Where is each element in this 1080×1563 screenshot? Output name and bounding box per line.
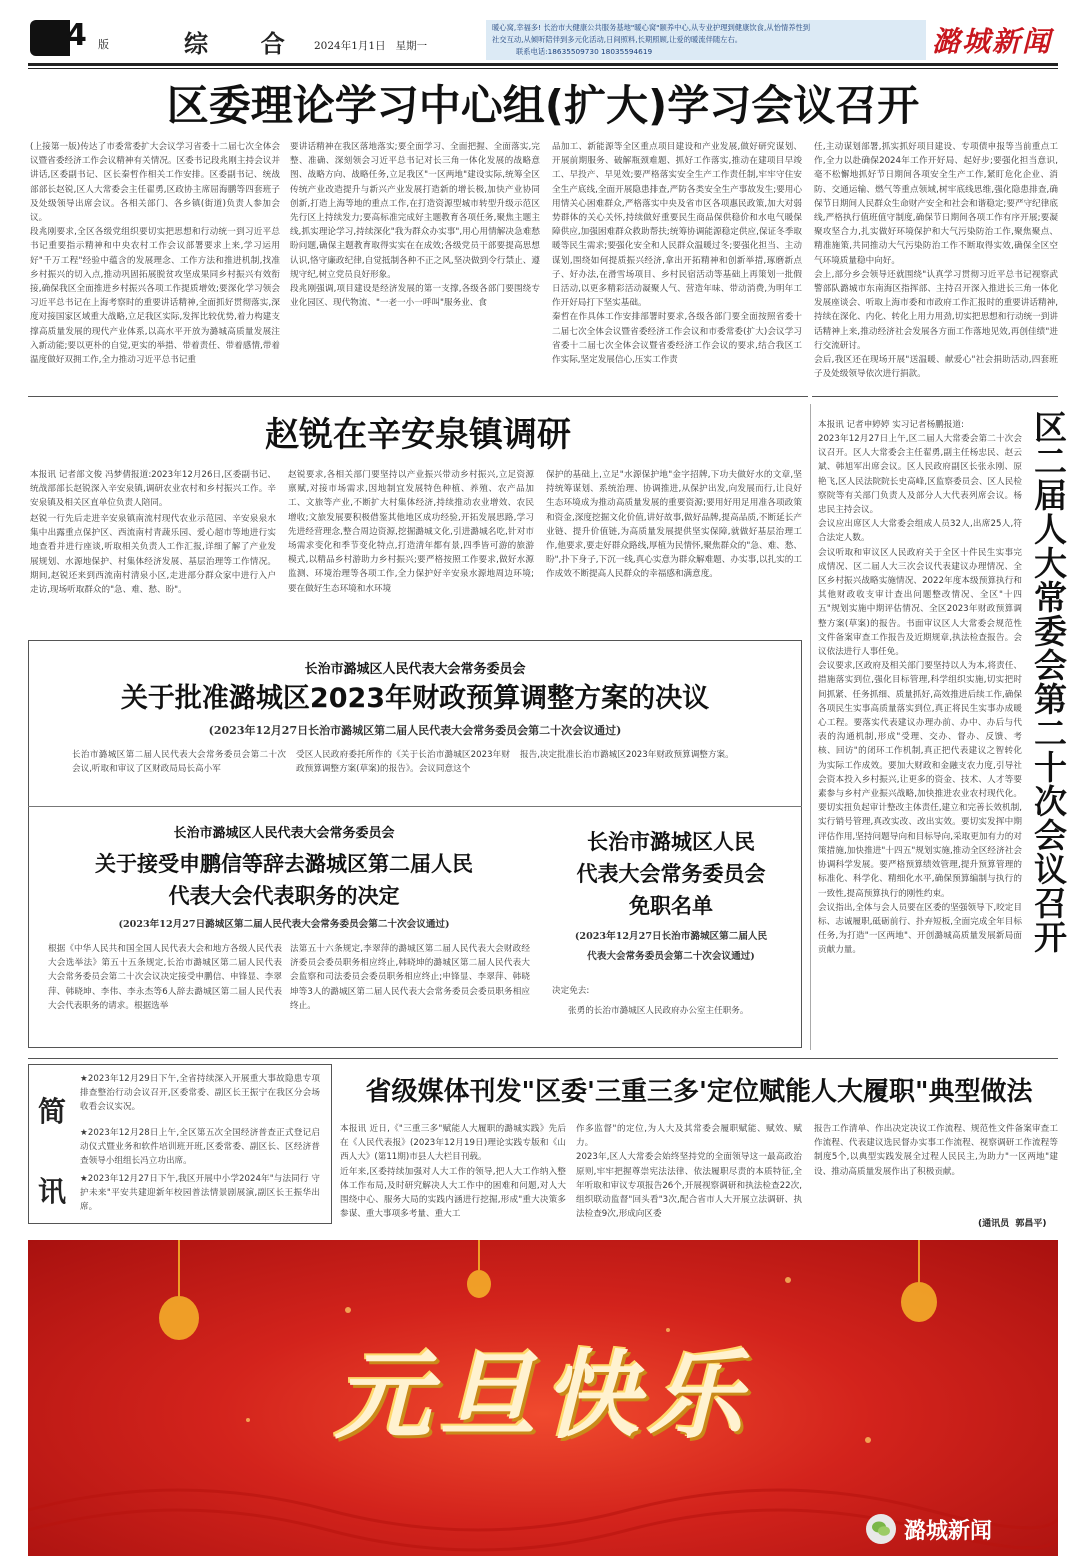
article1-col2: 要讲话精神在我区落地落实;要全面学习、全面把握、全面落实,完整、准确、深刻领会习近平总书记对长三角一体化发展的战略意图、战略方向、战略任务,立足我区"一区两地"建设实际,统筹全区传统产业改造提升与新兴产业发展打造新的增长极,加快产业协同创新,打造上海等地的重点工作,在打造资源型城市转型升级示范区先行区上持续发力;要高标准完成好主题教育各项任务,聚焦主题主线,抓实理论学习,持续深化"我为群众办实事",用心用情解决急难愁盼问题,确保主题教育取得实实在在成效;各级党员干部要提高思想认识,恪守廉政纪律,自觉抵制各种不正之风,坚决做到令行禁止、遵规守纪,树立党员良好形象。 段兆刚强调,项目建设是经济发展的第一支撑,各级各部门要围绕专业化园区、现代物流、"一老一小一呼叫"服务业、食	[290, 142, 540, 309]
brief-item: ★2023年12月29日下午,全省持续深入开展重大事故隐患专项排查整治行动会议召开,区委常委、副区长王振宁在我区分会场收看会议实况。	[80, 1074, 320, 1113]
article1-headline: 区委理论学习中心组(扩大)学习会议召开	[166, 81, 920, 130]
brief-title-1: 简	[38, 1095, 67, 1128]
article1-col1: (上接第一版)传达了市委常委扩大会议学习省委十二届七次全体会议暨省委经济工作会议精神有关情况。区委书记段兆刚主持会议并讲话,区委副书记、区长秦哲作相关工作安排。区委副书记、统战部部长赵锐,区人大常委会主任翟勇,区政协主席屈海鹏等四套班子及处级领导出席会议。各相关部门、各乡镇(街道)负责人参加会议。 段兆刚要求,全区各级党组织要切实把思想和行动统一到习近平总书记重要指示精神和中央农村工作会议部署要求上来,学习运用好"千万工程"经验中蕴含的发展理念、工作方法和推进机制,找准乡村振兴的切入点,推动巩固拓展脱贫攻坚成果同乡村振兴有效衔接,确保我区全面推进乡村振兴各项工作提质增效;要深化学习领会习近平总书记在上海考察时的重要讲话精神,全面抓好贯彻落实,深度对接国家区域重大战略,立足我区实际,发挥比较优势,着力构建支撑高质量发展的现代产业体系,以高水平开放为潞城高质量发展注入新动能;要以更朴的自觉,更实的举措、带着责任、带着感情,带着温度做好双拥工作,全力推动习近平总书记重	[30, 142, 280, 366]
article1-col3: 品加工、新能源等全区重点项目建设和产业发展,做好研究谋划、开展前期服务、破解瓶颈难题、抓好工作落实,推动在建项目早竣工、早投产、早见效;要严格落实安全生产工作责任制,牢牢守住安全生产底线,全面开展隐患排查,严防各类安全生产事故发生;要用心用情关心困难群众,严格落实中央及省市区各项惠民政策,加大对弱势群体的关心关怀,持续做好重要民生商品保供稳价和水电气暖保障供应,加强困难群众救助帮扶;统筹协调能源稳定供应,保证冬季取暖等民生需求;要强化安全和人民群众温暖过冬;要强化担当、主动谋划,围绕如何提质振兴经济,拿出开拓精神和创新举措,琢磨新点子、好办法,在滑雪场项目、乡村民宿活动等基础上再策划一批假日活动,以更多精彩活动凝聚人气、营造年味、带动消费,为明年工作开好局打下坚实基础。 秦哲在作具体工作安排部署时要求,各级各部门要全面按照省委十二届七次全体会议暨省委经济工作会议和市委常委(扩大)会议学习省委十二届七次全体会议暨省委经济工作会议的要求,结合我区工作实际,坚定发展信心,压实工作责	[552, 142, 802, 366]
new-year-banner	[28, 1240, 1058, 1556]
ad-text-1: 暖心窝,幸福多! 长治市大健康公共服务基地"暖心窝"颐养中心,从专业护理到健康饮食,从怡情养性到	[492, 23, 811, 32]
article7-col3: 报告工作清单、作出决定决议工作流程、规范性文件备案审查工作流程、代表建议选民督办实事工作流程、视察调研工作流程等制度5个,以典型实践发展全过程人民民主,为助力"一区两地"建设、推动高质量发展作出了积极贡献。	[814, 1124, 1058, 1177]
ad-text-2: 社交互动,从倾听陪伴到多元化活动,日间照料,长期照顾,让爱的暖流伴随左右。	[492, 35, 743, 44]
article5-headline-1: 长治市潞城区人民	[587, 830, 755, 854]
issue-date: 2024年1月1日 星期一	[314, 40, 428, 52]
brief-title-2: 讯	[38, 1175, 67, 1208]
article4-headline-2: 代表大会代表职务的决定	[168, 884, 400, 908]
article7-credit: (通讯员 郭昌平)	[978, 1219, 1047, 1229]
article3-headline: 关于批准潞城区2023年财政预算调整方案的决议	[120, 683, 710, 714]
article7-col2: 作多监督"的定位,为人大及其常委会履职赋能、赋效、赋力。 2023年,区人大常委会始终坚持党的全面领导这一最高政治原则,牢牢把握尊崇宪法法律、依法履职尽责的本质特征,全年听取和审议专项报告26个,开展视察调研和执法检查22次,组织联动监督"回头看"3次,配合省市人大开展立法调研、执法检查9次,形成向区委	[576, 1124, 802, 1220]
article3-subtitle: (2023年12月27日长治市潞城区第二届人民代表大会常务委员会第二十次会议通过)	[208, 724, 622, 737]
divider	[28, 396, 808, 397]
article5-decision-label: 决定免去:	[552, 986, 590, 996]
article2-headline: 赵锐在辛安泉镇调研	[265, 415, 571, 455]
article2-col3: 保护的基础上,立足"水源保护地"金字招牌,下功夫做好水的文章,坚持统筹谋划、系统治理、协调推进,从保护出发,向发展而行,让良好生态环境成为推动高质量发展的重要资源;要用好用足用准各项政策和资金,深度挖掘文化价值,讲好故事,做好品牌,提高品质,不断延长产业链、提升价值链,为高质量发展提供坚实保障,就做好基层治理工作,他要求,要走好群众路线,厚植为民情怀,聚焦群众的"急、难、愁、盼",扑下身子,下沉一线,真心实意为群众解难题、办实事,以扎实的工作成效不断提高人民群众的幸福感和满意度。	[546, 470, 802, 580]
ad-contact: 联系电话:18635509730 18035594619	[516, 47, 653, 56]
article5-headline-3: 免职名单	[629, 894, 713, 918]
article2-byline: 本报讯 记者部文俊 冯梦倩报道:2023年12月26日,区委副书记、统战部部长赵锐深入辛安泉镇,调研农业农村和乡村振兴工作。辛安泉镇及相关区直单位负责人陪同。	[30, 470, 276, 509]
article3-issuer: 长治市潞城区人民代表大会常务委员会	[304, 662, 526, 677]
article2-col1: 赵锐一行先后走进辛安泉镇南流村现代农业示范园、辛安泉泉水集中出露重点保护区、西流南村青蔬乐园、爱心超市等地进行实地查看并进行座谈,听取相关负责人工作汇报,详细了解了产业发展规划、水源地保护、村集体经济发展、基层治理等工作情况。期间,赵锐还来到西流南村清泉小区,走进部分群众家中进行入户走访,现场听取群众的"急、难、愁、盼"。	[30, 514, 276, 596]
section-name: 综 合	[184, 29, 297, 58]
divider-vertical	[810, 404, 811, 1050]
page-number-text: 4	[66, 18, 87, 53]
article5-subtitle-1: (2023年12月27日长治市潞城区第二届人民	[574, 931, 768, 942]
article3-col2: 受区人民政府委托所作的《关于长治市潞城区2023年财政预算调整方案(草案)的报告》。会议同意这个	[296, 750, 510, 775]
article4-col1: 根据《中华人民共和国全国人民代表大会和地方各级人民代表大会选举法》第五十五条规定,长治市潞城区第二届人民代表大会常务委员会第二十次会议决定接受申鹏信、申锋显、李翠萍、韩晓坤、李伟、李永杰等6人辞去潞城区第二届人民代表大会代表职务的请求。根据选举	[48, 944, 282, 1011]
masthead-rule-thin	[28, 68, 1058, 69]
article7-headline: 省级媒体刊发"区委'三重三多'定位赋能人大履职"典型做法	[365, 1077, 1033, 1107]
paper-name-logo: 潞城新闻	[932, 25, 1053, 58]
masthead	[28, 18, 1058, 64]
banner-greeting: 元旦快乐	[335, 1339, 751, 1452]
brief-item: ★2023年12月27日下午,我区开展中小学2024年"与法同行 守护未来"平安共建迎新年校园普法情景剧展演,副区长王振华出席。	[80, 1174, 320, 1213]
ad-box	[486, 20, 926, 60]
watermark-bar	[866, 1512, 1046, 1546]
article4-col2: 法第五十六条规定,李翠萍的潞城区第二届人民代表大会财政经济委员会委员职务相应终止,韩晓坤的潞城区第二届人民代表大会监察和司法委员会委员职务相应终止;申锋显、李翠萍、韩晓坤等3人的潞城区第二届人民代表大会常务委员会委员职务相应终止。	[290, 944, 530, 1011]
page-unit: 版	[98, 38, 109, 51]
masthead-rule	[28, 63, 1058, 66]
article3-col3: 报告,决定批准长治市潞城区2023年财政预算调整方案。	[520, 750, 734, 760]
article2-col2: 赵锐要求,各相关部门要坚持以产业振兴带动乡村振兴,立足资源禀赋,对接市场需求,因地制宜发展特色种植、养殖、农产品加工、文旅等产业,不断扩大村集体经济,持续推动农业增效、农民增收;文旅发展要积极借鉴其他地区成功经验,开拓发展思路,学习先进经营理念,整合周边资源,挖掘潞城文化,引进潞城名吃,针对市场需求变化和季节变化特点,打造清年都有景,四季皆可游的旅游模式,以精品乡村游助力乡村振兴;要严格按照工作要求,做好水源监测、环境治理等各项工作,全力保护好辛安泉水源地周边环境;要在做好生态环境和水环境	[288, 470, 534, 594]
article5-decision-body: 张勇的长治市潞城区人民政府办公室主任职务。	[568, 1006, 749, 1016]
divider	[28, 1058, 1058, 1059]
article4-issuer: 长治市潞城区人民代表大会常务委员会	[173, 826, 395, 841]
article6-byline: 本报讯 记者申婷婷 实习记者杨鹏报道:	[818, 420, 964, 430]
wechat-icon	[866, 1514, 896, 1544]
article6-body: 2023年12月27日上午,区二届人大常委会第二十次会议召开。区人大常委会主任翟勇,副主任杨忠民、赵云斌、韩旭军出席会议。区人民政府副区长张永刚、原艳飞,区人民法院院长史高峰,区监察委员会、区人民检察院等有关部门负责人及部分人大代表列席会议。杨忠民主持会议。 会议应出席区人大常委会组成人员32人,出席25人,符合法定人数。 会议听取和审议区人民政府关于全区十件民生实事完成情况、区二届人大三次会议代表建议办理情况、全区乡村振兴战略实施情况、2022年度本级预算执行和其他财政收支审计查出问题整改情况、全区"十四五"规划实施中期评估情况、全区2023年财政预算调整方案(草案)的报告。书面审议区人大常委会规范性文件备案审查工作报告及近期规章,执法检查报告。会议依法进行人事任免。 会议要求,区政府及相关部门要坚持以人为本,将责任、措施落实到位,强化目标管理,科学组织实施,切实把时间抓紧、任务抓细、质量抓好,高效推进后续工作,确保各项民生实事高质量落实到位,真正将民生实事办成暖心工程。要落实代表建议办理办前、办中、办后与代表的沟通机制,形成"受理、交办、督办、反馈、考核、回访"的闭环工作机制,真正把代表建议之智转化为实际工作成效。要加大财政和金融支农力度,引导社会资本投入乡村振兴,让更多的资金、技术、人才等要素参与乡村产业振兴战略,加快推进农业农村现代化。要切实扭负起审计整改主体责任,建立和完善长效机制,实行销号管理,真改实改、改出实效。要切实发挥中期评估作用,坚持问题导向和目标导向,采取更加有力的对策措施,加快推进"十四五"规划实施,推动全区经济社会协调科学发展。要严格预算绩效管理,提升预算管理的标准化、科学化、精细化水平,确保预算编制与执行的一致性,提高预算执行的刚性约束。 会议指出,全体与会人员要在区委的坚强领导下,咬定目标、志诚履职,砥砺前行、扑弃短板,全面完成全年目标任务,为打造"一区两地"、开创潞城高质量发展新局面贡献力量。	[818, 434, 1022, 956]
article1-col4: 任,主动谋划部署,抓实抓好项目建设、专项债申报等当前重点工作,全力以赴确保2024年工作开好局、起好步;要强化担当意识,毫不松懈地抓好节日期间各项安全生产工作,紧盯危化企业、消防、交通运输、燃气等重点领域,树牢底线思维,强化隐患排查,确保节日期间人民群众生命财产安全和社会和谐稳定;要严守纪律底线,严格执行值班值守制度,确保节日期间各项工作有序开展;要凝聚攻坚合力,扎实做好环境保护和大气污染防治工作,聚焦聚点、精准施策,共同推动大气污染防治工作不断取得实效,确保全区空气环境质量稳中向好。 会上,部分乡会领导还就围绕"认真学习贯彻习近平总书记视察武警部队潞城市东南海区指挥部、主持召开深入推进长三角一体化发展座谈会、听取上海市委和市政府工作汇报时的重要讲话精神,持续在深化、内化、转化上用力用劲,切实把思想和行动统一到讲话精神上来,推动经济社会发展各方面工作落地见效,再创佳绩"进行交流研讨。 会后,我区还在现场开展"送温暖、献爱心"社会捐助活动,四套班子及处级领导依次进行捐款。	[814, 142, 1058, 380]
divider	[812, 396, 1058, 397]
divider	[28, 806, 802, 807]
article4-headline-1: 关于接受申鹏信等辞去潞城区第二届人民	[95, 852, 473, 876]
article6-vertical-headline: 区二届人大常委会第二十次会议召开	[1029, 410, 1068, 954]
page-number	[30, 20, 70, 56]
watermark-text: 潞城新闻	[904, 1518, 993, 1544]
article3-col1: 长治市潞城区第二届人民代表大会常务委员会第二十次会议,听取和审议了区财政局局长高小军	[72, 750, 286, 775]
article4-subtitle: (2023年12月27日潞城区第二届人民代表大会常务委员会第二十次会议通过)	[118, 919, 450, 930]
brief-item: ★2023年12月28日上午,全区第五次全国经济普查正式登记启动仪式暨业务和软件培训班开班,区委常委、副区长、区经济普查领导小组组长冯立功出席。	[80, 1128, 320, 1167]
article5-subtitle-2: 代表大会常务委员会第二十次会议通过)	[587, 951, 755, 962]
article7-col1: 本报讯 近日,《"三重三多"赋能人大履职的潞城实践》先后在《人民代表报》(2023年12月19日)理论实践专版和《山西人大》(第11期)市县人大栏目刊载。 近年来,区委持续加强对人大工作的领导,把人大工作纳入整体工作布局,及时研究解决人大工作中的困难和问题,对人大围绕中心、服务大局的实践内涵进行挖掘,形成"重大决策多参谋、重大事项多考量、重大工	[340, 1124, 566, 1220]
article5-headline-2: 代表大会常务委员会	[576, 862, 766, 886]
